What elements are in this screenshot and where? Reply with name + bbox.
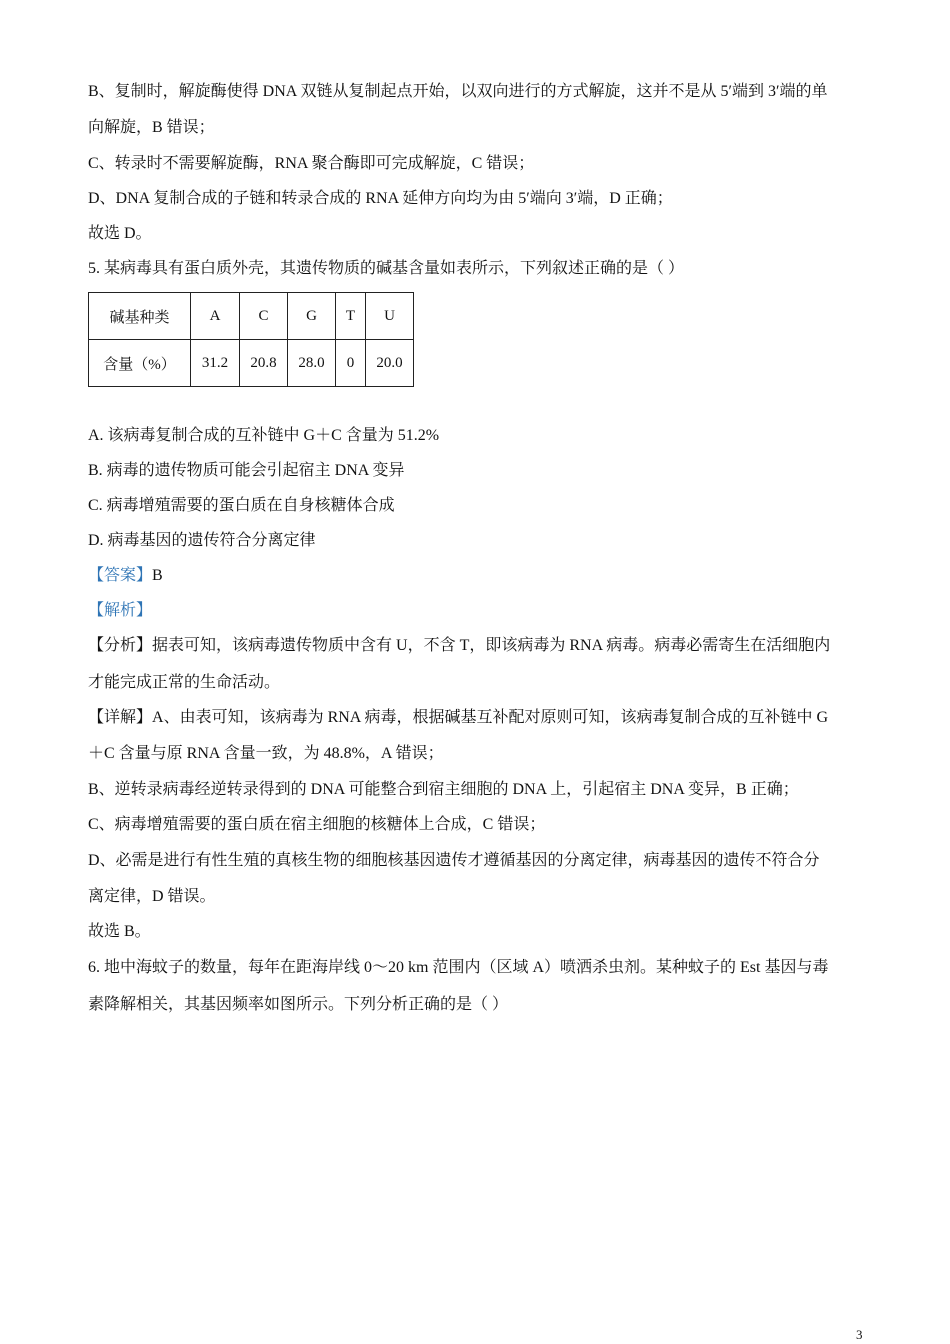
prev-analysis-choose: 故选 D。 bbox=[88, 225, 152, 242]
table-cell: C bbox=[240, 293, 288, 340]
answer-tag: 【答案】 bbox=[88, 567, 153, 584]
question-6-stem-line2: 素降解相关，其基因频率如图所示。下列分析正确的是（ ） bbox=[88, 996, 509, 1013]
fenxi-tag: 【分析】 bbox=[88, 637, 153, 654]
page-number: 3 bbox=[856, 1327, 863, 1342]
q5-choose: 故选 B。 bbox=[88, 923, 151, 940]
option-a: A. 该病毒复制合成的互补链中 G＋C 含量为 51.2% bbox=[88, 427, 440, 444]
question-5-stem: 5. 某病毒具有蛋白质外壳，其遗传物质的碱基含量如表所示，下列叙述正确的是（ ） bbox=[88, 260, 685, 277]
table-cell: 28.0 bbox=[288, 340, 336, 387]
answer-line bbox=[88, 566, 163, 586]
table-cell: 20.0 bbox=[366, 340, 414, 387]
xiangjie-line1 bbox=[88, 708, 828, 728]
analysis-tag: 【解析】 bbox=[88, 602, 153, 619]
table-cell: G bbox=[288, 293, 336, 340]
prev-analysis-c-line: C、转录时不需要解旋酶，RNA 聚合酶即可完成解旋，C 错误； bbox=[88, 155, 535, 172]
fenxi-text: 据表可知，该病毒遗传物质中含有 U，不含 T，即该病毒为 RNA 病毒。病毒必需寄生在活细胞内 bbox=[152, 637, 831, 654]
table-cell: 含量（%） bbox=[89, 340, 191, 387]
table-cell: A bbox=[191, 293, 240, 340]
base-content-table bbox=[88, 292, 414, 387]
question-6-stem-line1: 6. 地中海蚊子的数量，每年在距海岸线 0～20 km 范围内（区域 A）喷洒杀虫剂。某种蚊子的 Est 基因与毒 bbox=[88, 959, 829, 976]
table-header-row bbox=[89, 293, 414, 340]
detail-d-line2: 离定律，D 错误。 bbox=[88, 888, 216, 905]
xiangjie-tag: 【详解】 bbox=[88, 709, 153, 726]
option-c: C. 病毒增殖需要的蛋白质在自身核糖体合成 bbox=[88, 497, 395, 514]
option-d: D. 病毒基因的遗传符合分离定律 bbox=[88, 532, 316, 549]
table-cell: U bbox=[366, 293, 414, 340]
prev-analysis-b-line1: B、复制时，解旋酶使得 DNA 双链从复制起点开始，以双向进行的方式解旋，这并不是从 5′端到 3′端的单 bbox=[88, 83, 828, 100]
table-row bbox=[89, 340, 414, 387]
fenxi-line2: 才能完成正常的生命活动。 bbox=[88, 674, 281, 691]
detail-b-line: B、逆转录病毒经逆转录得到的 DNA 可能整合到宿主细胞的 DNA 上，引起宿主 DNA 变异，B 正确； bbox=[88, 781, 799, 798]
option-b: B. 病毒的遗传物质可能会引起宿主 DNA 变异 bbox=[88, 462, 405, 479]
xiangjie-line2: ＋C 含量与原 RNA 含量一致，为 48.8%，A 错误； bbox=[88, 745, 444, 762]
fenxi-line1 bbox=[88, 636, 830, 656]
prev-analysis-b-line2: 向解旋，B 错误； bbox=[88, 119, 215, 136]
table-cell: 31.2 bbox=[191, 340, 240, 387]
table-cell: 20.8 bbox=[240, 340, 288, 387]
detail-c-line: C、病毒增殖需要的蛋白质在宿主细胞的核糖体上合成，C 错误； bbox=[88, 816, 546, 833]
xiangjie-text: A、由表可知，该病毒为 RNA 病毒，根据碱基互补配对原则可知，该病毒复制合成的互补链中 G bbox=[152, 709, 829, 726]
detail-d-line1: D、必需是进行有性生殖的真核生物的细胞核基因遗传才遵循基因的分离定律，病毒基因的遗传不符合分 bbox=[88, 852, 820, 869]
answer-value: B bbox=[152, 567, 163, 584]
table-cell: 0 bbox=[336, 340, 366, 387]
table-cell: 碱基种类 bbox=[89, 293, 191, 340]
table-cell: T bbox=[336, 293, 366, 340]
prev-analysis-d-line: D、DNA 复制合成的子链和转录合成的 RNA 延伸方向均为由 5′端向 3′端，D 正确； bbox=[88, 190, 673, 207]
